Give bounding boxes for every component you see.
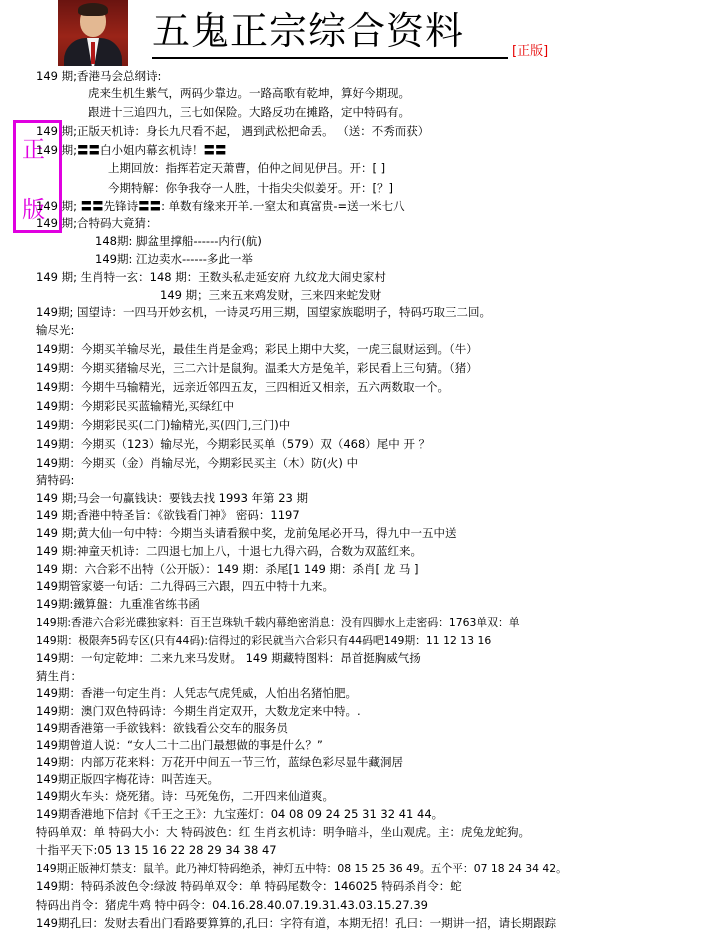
- text-line: 149期：今期彩民买(二门)输精光,买(四门,三门)中: [36, 418, 291, 432]
- text-line: 149 期; 生肖特一玄：148 期：王数头私走延安府 九纹龙大闹史家村: [36, 270, 386, 284]
- text-line: 149期：今期买羊输尽光，最佳生肖是金鸡；彩民上期中大奖，一虎三鼠财运到。（牛）: [36, 342, 478, 356]
- text-line: 149 期; 〓〓先锋诗〓〓: 单数有缘来开羊.一窒太和真富贵-=送一米七八: [36, 199, 405, 213]
- title-underline: [152, 57, 508, 59]
- text-line: 149 期;〓〓白小姐内幕玄机诗！〓〓: [36, 143, 227, 157]
- text-line: 149期：香港一句定生肖：人凭志气虎凭威，人怕出名猪怕肥。: [36, 686, 357, 700]
- text-line: 149 期;香港中特圣旨：《欲钱看门神》 密码：1197: [36, 508, 300, 522]
- text-line: 149 期;香港马会总纲诗:: [36, 69, 162, 83]
- text-line: 149 期;马会一句赢钱诀：要钱去找 1993 年第 23 期: [36, 491, 308, 505]
- text-line: 149期：今期买（金）肖输尽光，今期彩民买主（木）防(火) 中: [36, 456, 359, 470]
- text-line: 149期：内部万花来料：万花开中间五一节三竹，蓝绿色彩尽显牛藏洞居: [36, 755, 403, 769]
- text-line: 148期: 脚盆里撑船------内行(航): [95, 234, 262, 248]
- text-line: 149 期;合特码大竟猜：: [36, 216, 158, 230]
- text-line: 149 期：六合彩不出特（公开版）：149 期：杀尾[1 149 期：杀肖[ 龙 马 ]: [36, 562, 419, 576]
- text-line: 149期：特码杀波色令:绿波 特码单双令：单 特码尾数令：146025 特码杀肖令：蛇: [36, 879, 462, 893]
- stamp-char-2: 版: [22, 197, 45, 223]
- text-line: 149期香港地下信封《千王之王》：九宝莲灯：04 08 09 24 25 31 32 41 44。: [36, 807, 444, 821]
- text-line: 149期管家婆一句话：二九得码三六跟，四五中特十九来。: [36, 579, 334, 593]
- text-line: 149期：今期买（123）输尽光，今期彩民买单（579）双（468）尾中 开 ？: [36, 437, 431, 451]
- text-line: 149期：今期彩民买蓝输精光,买绿红中: [36, 399, 235, 413]
- text-line: 149 期:神童天机诗：二四退七加上八，十退七九得六码，合数为双蓝红来。: [36, 544, 422, 558]
- text-line: 149期：一句定乾坤：二来九来马发财。 149 期藏特图料：昂首挺胸威气扬: [36, 651, 421, 665]
- text-line: 149期孔曰：发财去看出门看路要算算的,孔曰：字符有道，本期无招！孔曰：一期讲一招，请长期跟踪: [36, 916, 557, 930]
- header: [0, 0, 720, 66]
- text-line: 149 期;正版天机诗：身长九尺看不起， 遇到武松把命丢。 （送：不秀而获）: [36, 124, 430, 138]
- text-line: 149期：今期买猪输尽光，三二六计是鼠狗。温柔大方是兔羊，彩民看上三句猜。（猪）: [36, 361, 478, 375]
- text-line: 输尽光:: [36, 323, 75, 337]
- text-line: 149期香港第一手欲钱料：欲钱看公交车的服务员: [36, 721, 288, 735]
- text-line: 149期: 江边卖水------多此一举: [95, 252, 253, 266]
- text-line: 跟进十三追四九，三七如保险。大路反功在摊路，定中特码有。: [88, 105, 410, 119]
- stamp-char-1: 正: [22, 137, 45, 163]
- text-line: 149期:香港六合彩光碟独家料：百王岂珠轨千载内幕绝密消息：没有四脚水上走密码：1763单双：单: [36, 616, 520, 629]
- text-line: 特码单双：单 特码大小：大 特码波色：红 生肖玄机诗：明争暗斗，坐山观虎。主：虎兔龙蛇狗。: [36, 825, 530, 839]
- text-line: 149期曾道人说：“女人二十二出门最想做的事是什么？”: [36, 738, 323, 752]
- text-line: 149期:鐵算盤：九重准省练书函: [36, 597, 200, 611]
- text-line: 149期火车头：烧死猪。诗：马死兔伤，二开四来仙道爽。: [36, 789, 334, 803]
- text-line: 149期; 国望诗：一四马开妙玄机，一诗灵巧用三期，国望家族聪明子，特码巧取三二回。: [36, 305, 491, 319]
- edition-tag: [正版]: [512, 44, 549, 59]
- text-line: 149期：澳门双色特码诗：今期生肖定双开，大数龙定来中特。.: [36, 704, 361, 718]
- text-line: 特码出肖令：猪虎牛鸡 特中码令：04.16.28.40.07.19.31.43.03.15.27.39: [36, 898, 428, 912]
- text-line: 猜生肖：: [36, 669, 82, 683]
- text-line: 149期正版四字梅花诗：叫苦连天。: [36, 772, 219, 786]
- text-line: 虎来生机生紫气，两码少靠边。一路高歌有乾坤，算好今期现。: [88, 86, 410, 100]
- text-line: 149期：今期牛马输精光，远亲近邻四五友，三四相近又相亲，五六两数取一个。: [36, 380, 449, 394]
- page-title: 五鬼正宗综合资料: [152, 9, 465, 53]
- text-line: 十指平天下:05 13 15 16 22 28 29 34 38 47: [36, 843, 277, 857]
- text-line: 今期特解：你争我夺一人胜，十指尖尖似姜牙。开：[？]: [108, 181, 393, 195]
- author-photo: [58, 0, 128, 66]
- text-line: 149期：极限奔5码专区(只有44码):信得过的彩民就当六合彩只有44码吧149期：11 12 13 16: [36, 634, 492, 647]
- text-line: 149期正版神灯禁支：鼠羊。此乃神灯特码绝杀，神灯五中特：08 15 25 36 49。五个平：07 18 24 34 42。: [36, 862, 567, 875]
- text-line: 149 期；三来五来鸡发财，三来四来蛇发财: [160, 288, 382, 302]
- text-line: 猜特码:: [36, 473, 75, 487]
- text-line: 上期回放：指挥若定天萧曹，伯仲之间见伊吕。开：[ ]: [108, 161, 386, 175]
- text-line: 149 期;黄大仙一句中特：今期当头请看猴中奖，龙前兔尾必开马，得九中一五中送: [36, 526, 457, 540]
